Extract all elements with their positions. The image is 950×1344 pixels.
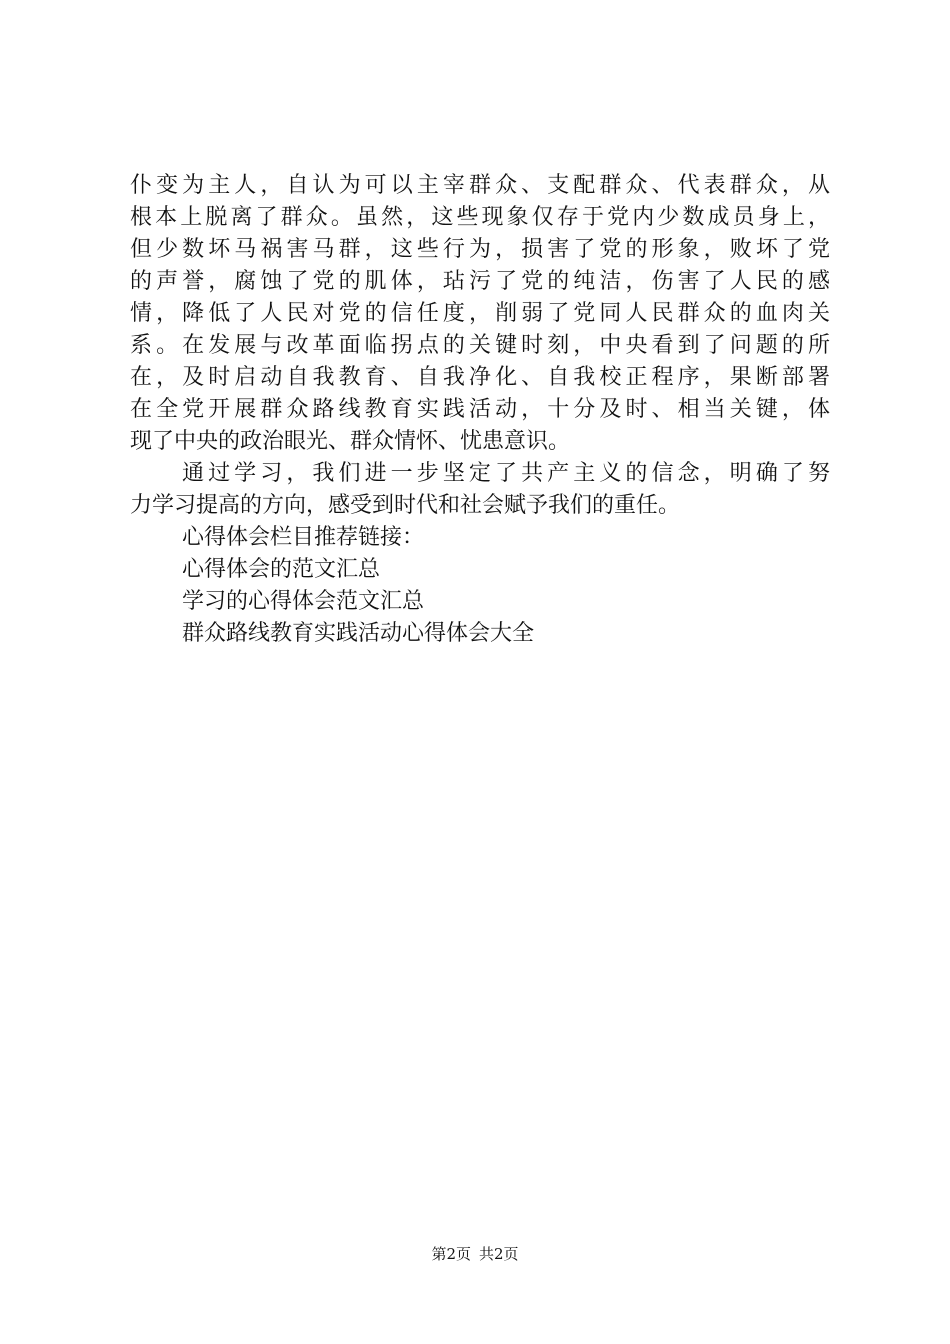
recommended-link[interactable]: 学习的心得体会范文汇总	[182, 589, 425, 614]
paragraph-line: 系。在发展与改革面临拐点的关键时刻，中央看到了问题的所	[130, 333, 830, 358]
page-number-current: 第2页	[431, 1245, 471, 1263]
paragraph-line: 在全党开展群众路线教育实践活动，十分及时、相当关键，体	[130, 397, 830, 422]
recommended-link[interactable]: 群众路线教育实践活动心得体会大全	[182, 621, 535, 646]
paragraph-1	[130, 170, 830, 458]
paragraph-line: 现了中央的政治眼光、群众情怀、忧患意识。	[130, 429, 571, 454]
recommended-link[interactable]: 心得体会的范文汇总	[182, 557, 381, 582]
paragraph-line: 情，降低了人民对党的信任度，削弱了党同人民群众的血肉关	[130, 301, 830, 326]
paragraph-line: 在，及时启动自我教育、自我净化、自我校正程序，果断部署	[130, 365, 830, 390]
paragraph-line: 仆变为主人，自认为可以主宰群众、支配群众、代表群众，从	[130, 173, 830, 198]
recommended-links	[130, 522, 830, 650]
paragraph-line: 的声誉，腐蚀了党的肌体，玷污了党的纯洁，伤害了人民的感	[130, 269, 830, 294]
links-heading: 心得体会栏目推荐链接：	[182, 525, 425, 550]
paragraph-line: 根本上脱离了群众。虽然，这些现象仅存于党内少数成员身上，	[130, 205, 830, 230]
paragraph-line: 通过学习，我们进一步坚定了共产主义的信念，明确了努	[182, 461, 830, 486]
paragraph-2	[130, 458, 830, 522]
page-footer	[0, 1244, 950, 1264]
paragraph-line: 力学习提高的方向，感受到时代和社会赋予我们的重任。	[130, 493, 681, 518]
document-body	[130, 170, 830, 650]
page-number-total: 共2页	[479, 1245, 519, 1263]
paragraph-line: 但少数坏马祸害马群，这些行为，损害了党的形象，败坏了党	[130, 237, 830, 262]
